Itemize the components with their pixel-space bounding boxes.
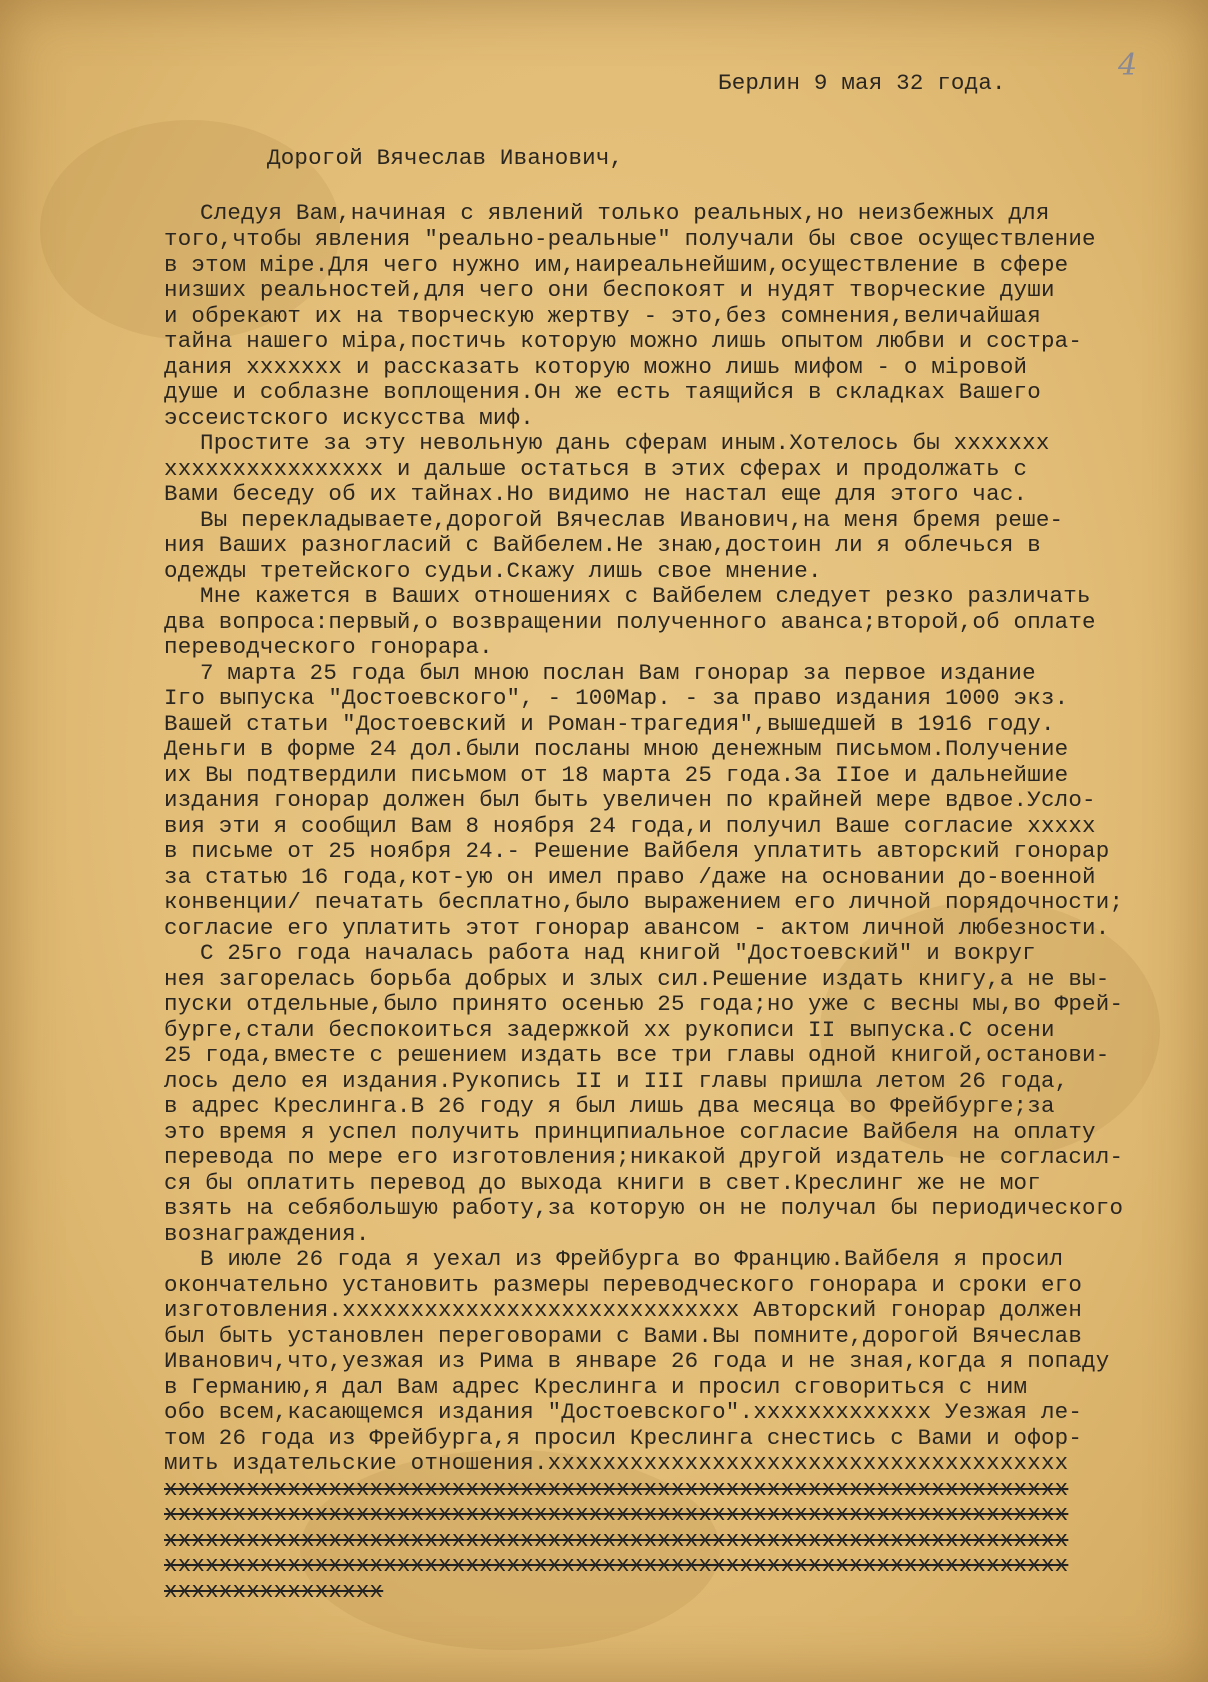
letter-line: перевода по мере его изготовления;никакой другой издатель не согласил- (164, 1144, 1124, 1170)
letter-line: Iго выпуска "Достоевского", - 100Мар. - за право издания 1000 экз. (164, 685, 1069, 711)
letter-line: нея загорелась борьба добрых и злых сил.Решение издать книгу,а не вы- (164, 966, 1110, 992)
letter-line: xxxxxxxxxxxxxxxxxxxxxxxxxxxxxxxxxxxxxxxxxxxxxxxxxxxxxxxxxxxxxxxxxx (164, 1527, 1069, 1553)
letter-line: издания гонорар должен был быть увеличен по крайней мере вдвое.Усло- (164, 787, 1096, 813)
letter-line: того,чтобы явления "реально-реальные" получали бы свое осуществление (164, 226, 1096, 252)
letter-line: изготовления.xxxxxxxxxxxxxxxxxxxxxxxxxxxxx Авторский гонорар должен (164, 1297, 1083, 1323)
letter-line: в Германию,я дал Вам адрес Креслинга и просил сговориться с ним (164, 1374, 1028, 1400)
date-line: Берлин 9 мая 32 года. (718, 70, 1006, 96)
letter-line: в этом міре.Для чего нужно им,наиреальнейшим,осуществление в сфере (164, 252, 1069, 278)
letter-line: в письме от 25 ноября 24.- Решение Вайбеля уплатить авторский гонорар (164, 838, 1110, 864)
salutation: Дорогой Вячеслав Иванович, (267, 145, 624, 171)
letter-line: xxxxxxxxxxxxxxxx и дальше остаться в этих сферах и продолжать с (164, 456, 1028, 482)
letter-line: Вашей статьи "Достоевский и Роман-трагедия",вышедшей в 1916 году. (164, 711, 1055, 737)
letter-line: xxxxxxxxxxxxxxxxxxxxxxxxxxxxxxxxxxxxxxxxxxxxxxxxxxxxxxxxxxxxxxxxxx (164, 1552, 1069, 1578)
letter-line: Деньги в форме 24 дол.были посланы мною денежным письмом.Получение (164, 736, 1069, 762)
page-number: 4 (1118, 48, 1138, 83)
letter-line: душе и соблазне воплощения.Он же есть таящийся в складках Вашего (164, 379, 1041, 405)
letter-line: эссеистского искусства миф. (164, 405, 534, 431)
letter-line: низших реальностей,для чего они беспокоят и нудят творческие души (164, 277, 1055, 303)
letter-line: тайна нашего міра,постичь которую можно лишь опытом любви и состра- (164, 328, 1083, 354)
letter-line: xxxxxxxxxxxxxxxxxxxxxxxxxxxxxxxxxxxxxxxxxxxxxxxxxxxxxxxxxxxxxxxxxx (164, 1476, 1069, 1502)
letter-line: Следуя Вам,начиная с явлений только реальных,но неизбежных для (200, 200, 1050, 226)
letter-line: xxxxxxxxxxxxxxxx (164, 1578, 384, 1604)
letter-line: вознаграждения. (164, 1221, 370, 1247)
letter-line: Вами беседу об их тайнах.Но видимо не настал еще для этого час. (164, 481, 1028, 507)
letter-line: взять на себябольшую работу,за которую он не получал бы периодического (164, 1195, 1124, 1221)
letter-line: дания xxxxxxx и рассказать которую можно лишь мифом - о міровой (164, 354, 1028, 380)
letter-line: это время я успел получить принципиальное согласие Вайбеля на оплату (164, 1119, 1096, 1145)
letter-line: ния Ваших разногласий с Вайбелем.Не знаю,достоин ли я облечься в (164, 532, 1041, 558)
letter-line: их Вы подтвердили письмом от 18 марта 25 года.За IIое и дальнейшие (164, 762, 1069, 788)
letter-line: бурге,стали беспокоиться задержкой xx рукописи II выпуска.С осени (164, 1017, 1055, 1043)
letter-line: два вопроса:первый,о возвращении полученного аванса;второй,об оплате (164, 609, 1096, 635)
letter-line: согласие его уплатить этот гонорар авансом - актом личной любезности. (164, 915, 1110, 941)
letter-line: ся бы оплатить перевод до выхода книги в свет.Креслинг же не мог (164, 1170, 1041, 1196)
letter-line: одежды третейского судьи.Скажу лишь свое мнение. (164, 558, 822, 584)
letter-line: Иванович,что,уезжая из Рима в январе 26 года и не зная,когда я попаду (164, 1348, 1110, 1374)
letter-line: переводческого гонорара. (164, 634, 493, 660)
letter-line: 25 года,вместе с решением издать все три главы одной книгой,останови- (164, 1042, 1110, 1068)
letter-line: Мне кажется в Ваших отношениях с Вайбелем следует резко различать (200, 583, 1091, 609)
letter-line: за статью 16 года,кот-ую он имел право /даже на основании до-военной (164, 864, 1096, 890)
letter-line: Простите за эту невольную дань сферам иным.Хотелось бы xxxxxxx (200, 430, 1050, 456)
letter-line: окончательно установить размеры переводческого гонорара и сроки его (164, 1272, 1083, 1298)
letter-line: был быть установлен переговорами с Вами.Вы помните,дорогой Вячеслав (164, 1323, 1083, 1349)
letter-line: xxxxxxxxxxxxxxxxxxxxxxxxxxxxxxxxxxxxxxxxxxxxxxxxxxxxxxxxxxxxxxxxxx (164, 1501, 1069, 1527)
letter-line: С 25го года началась работа над книгой "Достоевский" и вокруг (200, 940, 1036, 966)
letter-line: Вы перекладываете,дорогой Вячеслав Иванович,на меня бремя реше- (200, 507, 1064, 533)
letter-line: том 26 года из Фрейбурга,я просил Креслинга снестись с Вами и офор- (164, 1425, 1083, 1451)
letter-line: конвенции/ печатать бесплатно,было выражением его личной порядочности; (164, 889, 1124, 915)
letter-line: лось дело ея издания.Рукопись II и III главы пришла летом 26 года, (164, 1068, 1069, 1094)
letter-line: мить издательские отношения.xxxxxxxxxxxxxxxxxxxxxxxxxxxxxxxxxxxxxx (164, 1450, 1069, 1476)
letter-line: в адрес Креслинга.В 26 году я был лишь два месяца во Фрейбурге;за (164, 1093, 1055, 1119)
letter-line: В июле 26 года я уехал из Фрейбурга во Францию.Вайбеля я просил (200, 1246, 1064, 1272)
letter-line: пуски отдельные,было принято осенью 25 года;но уже с весны мы,во Фрей- (164, 991, 1124, 1017)
letter-line: обо всем,касающемся издания "Достоевского".xxxxxxxxxxxxx Уезжая ле- (164, 1399, 1083, 1425)
letter-line: и обрекают их на творческую жертву - это,без сомнения,величайшая (164, 303, 1041, 329)
letter-line: 7 марта 25 года был мною послан Вам гонорар за первое издание (200, 660, 1036, 686)
letter-line: вия эти я сообщил Вам 8 ноября 24 года,и получил Ваше согласие xxxxx (164, 813, 1096, 839)
